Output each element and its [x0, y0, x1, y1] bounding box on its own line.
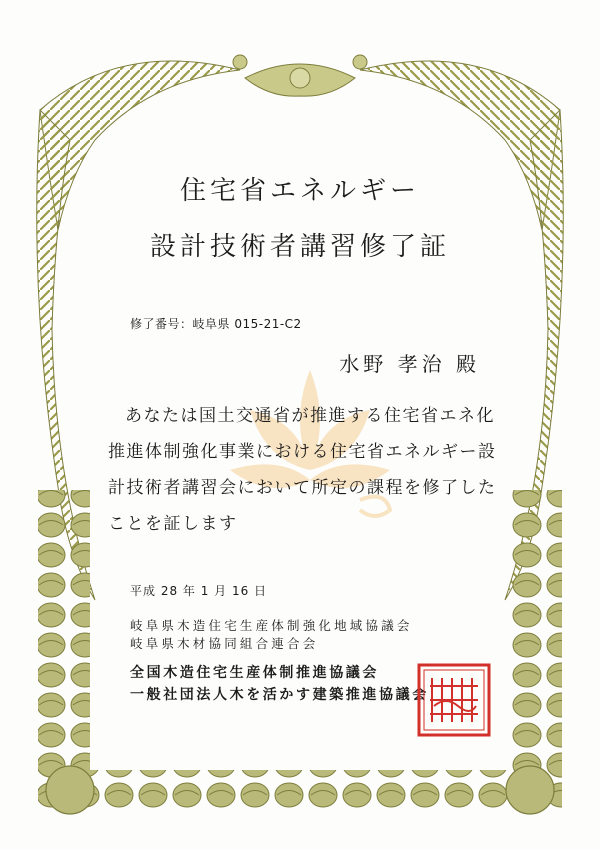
certificate-title-line1: 住宅省エネルギー — [179, 176, 420, 206]
certificate-title-line2: 設計技術者講習修了証 — [149, 232, 450, 262]
recipient-name: 水野 孝治 殿 — [339, 352, 480, 376]
issuer-org-2: 岐阜県木材協同組合連合会 — [130, 636, 319, 651]
bottom-leaf-band — [38, 770, 562, 812]
left-leaf-column — [38, 490, 90, 790]
issuer-org-3: 全国木造住宅生産体制推進協議会 — [130, 665, 379, 681]
issue-date: 平成 28 年 1 月 16 日 — [130, 584, 268, 598]
official-seal-stamp — [416, 662, 492, 738]
issuer-org-4: 一般社団法人木を活かす建築推進協議会 — [130, 687, 429, 703]
certificate-body-text: あなたは国土交通省が推進する住宅省エネ化推進体制強化事業における住宅省エネルギー設計技術者講習会において所定の課程を修了したことを証します — [108, 406, 497, 534]
issuer-org-1: 岐阜県木造住宅生産体制強化地域協議会 — [130, 618, 413, 633]
certificate-number-value: 岐阜県 015-21-C2 — [192, 317, 302, 331]
certificate-number — [130, 315, 302, 332]
right-leaf-column — [510, 490, 562, 790]
certificate-number-label: 修了番号： — [130, 317, 193, 331]
